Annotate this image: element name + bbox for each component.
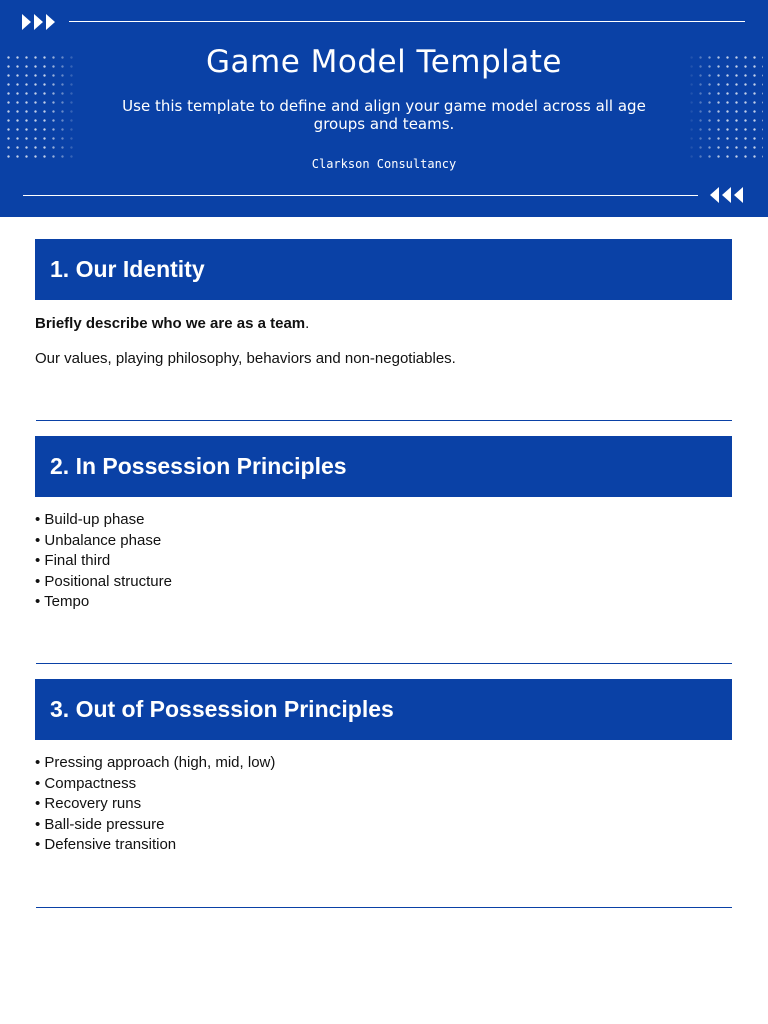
section-divider	[36, 420, 732, 421]
list-item: • Pressing approach (high, mid, low)	[35, 754, 276, 771]
header-banner	[0, 0, 768, 217]
document-title: Game Model Template	[205, 44, 563, 80]
header-bottom-rule	[23, 195, 698, 196]
list-item: • Positional structure	[35, 572, 172, 590]
list-item: • Compactness	[35, 774, 137, 792]
section-heading-identity: 1. Our Identity	[35, 239, 732, 300]
list-item: • Defensive transition	[35, 836, 177, 853]
section-heading-in-possession: 2. In Possession Principles	[35, 436, 732, 497]
list-item: • Ball-side pressure	[35, 815, 165, 833]
section-divider	[36, 907, 732, 908]
list-item: • Unbalance phase	[35, 531, 162, 549]
document-author: Clarkson Consultancy	[311, 157, 457, 171]
section-identity-body: Our values, playing philosophy, behaviors and non-negotiables.	[35, 350, 456, 367]
list-item: • Final third	[35, 552, 111, 569]
in-possession-list	[35, 510, 172, 613]
document-subtitle: Use this template to define and align your game model across all age groups and teams.	[122, 97, 646, 133]
section-divider	[36, 663, 732, 664]
list-item: • Tempo	[35, 593, 90, 610]
list-item: • Build-up phase	[35, 511, 145, 528]
list-item: • Recovery runs	[35, 795, 142, 812]
triple-arrow-right-icon	[22, 14, 55, 30]
identity-intro-bold: Briefly describe who we are as a team	[35, 315, 306, 332]
triple-arrow-left-icon	[710, 187, 743, 203]
out-of-possession-list	[35, 753, 275, 856]
header-top-rule	[69, 21, 745, 22]
section-heading-out-of-possession: 3. Out of Possession Principles	[35, 679, 732, 740]
section-identity-intro	[35, 315, 309, 332]
identity-intro-end: .	[305, 315, 310, 332]
